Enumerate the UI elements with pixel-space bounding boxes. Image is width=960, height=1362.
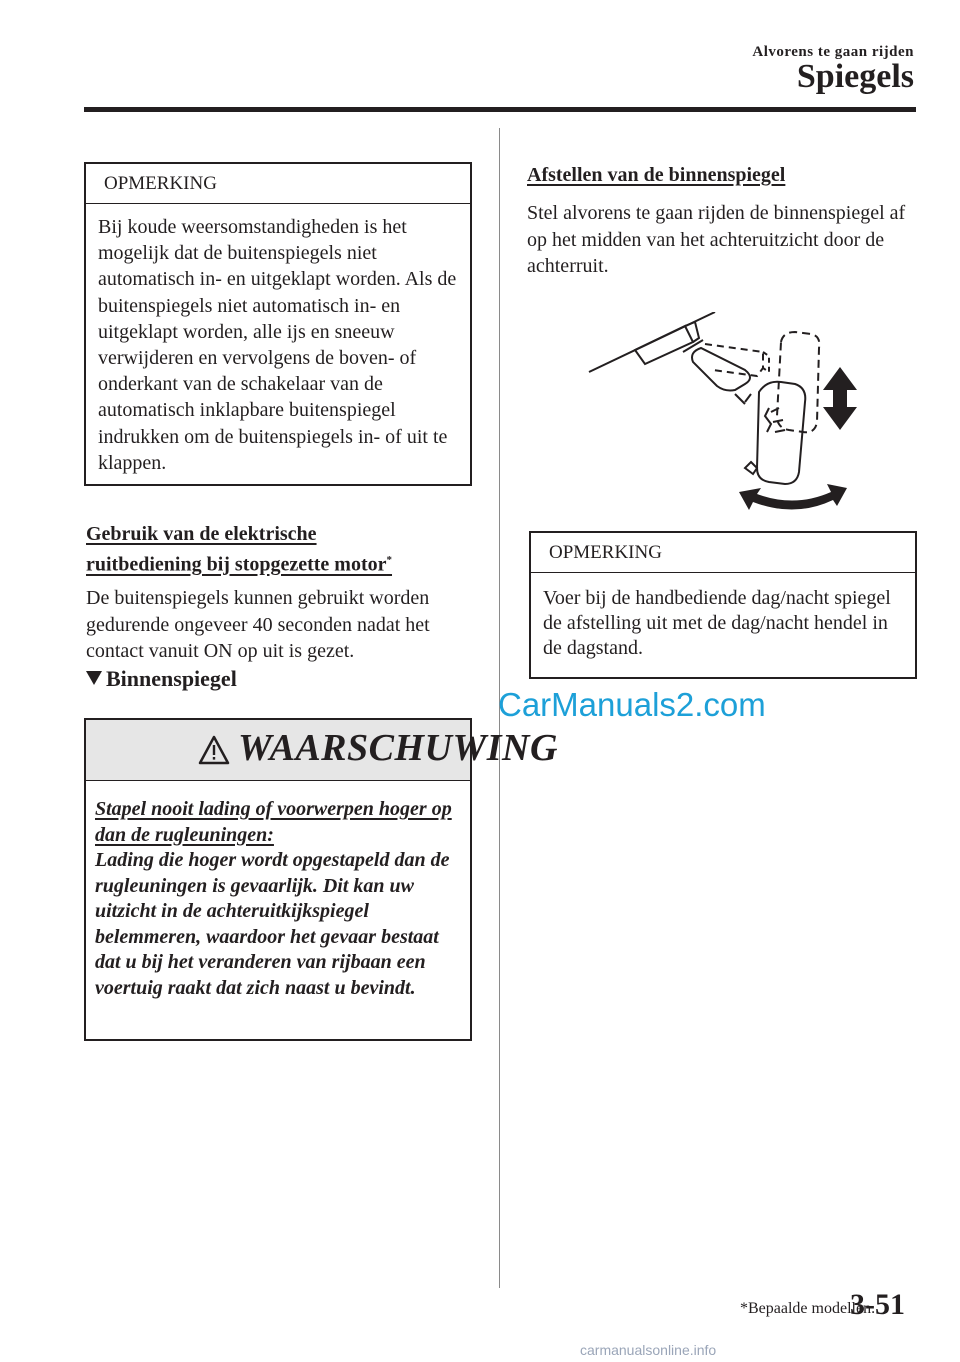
warning-underlined-text: Stapel nooit lading of voorwerpen hoger op dan de rugleuningen: [95, 798, 452, 846]
warning-text: Lading die hoger wordt opgestapeld dan de rugleuningen is gevaarlijk. Dit kan uw uitzicht in de achteruitkijkspiegel belemmeren, waardoor het gevaar bestaat dat u bij het veranderen van rijbaan een voertuig raakt dat zich naast u bevindt. [95, 849, 450, 999]
note-box-day-night [529, 531, 917, 679]
subsection-title: Binnenspiegel [106, 666, 237, 691]
electric-paragraph: De buitenspiegels kunnen gebruikt worden gedurende ongeveer 40 seconden nadat het contact vanuit ON op uit is gezet. [86, 587, 430, 662]
warning-box [84, 718, 558, 1041]
bottom-watermark: carmanualsonline.info [580, 1342, 717, 1358]
warning-body [86, 781, 470, 1001]
header-rule [84, 107, 916, 112]
down-triangle-icon [86, 671, 102, 685]
heading-line-2: ruitbediening bij stopgezette motor [86, 553, 387, 576]
page-title: Spiegels [796, 58, 914, 95]
inner-mirror-paragraph: Stel alvorens te gaan rijden de binnenspiegel af op het midden van het achteruitzicht door de achterruit. [527, 202, 906, 277]
heading-line-1: Gebruik van de elektrische [86, 523, 317, 545]
subsection-binnenspiegel [86, 666, 237, 692]
warning-header [86, 720, 558, 781]
note-text: Voer bij de handbediende dag/nacht spiegel de afstelling uit met de dag/nacht hendel in de dagstand. [543, 587, 891, 659]
section-heading-electric [86, 521, 392, 578]
warning-title: WAARSCHUWING [238, 727, 558, 769]
watermark: CarManuals2.com [498, 686, 766, 723]
section-heading-inner-mirror: Afstellen van de binnenspiegel [527, 164, 786, 186]
footnote-mark: * [386, 554, 393, 566]
rearview-mirror-illustration [585, 312, 865, 517]
warning-triangle-icon [198, 735, 230, 765]
note-heading: OPMERKING [531, 533, 915, 573]
note-text: Bij koude weersomstandigheden is het mogelijk dat de buitenspiegels niet automatisch in- en uitgeklapt worden. Als de buitenspiegels niet automatisch in- en uitgeklapt worden, alle ijs en sneeuw verwijderen en vervolgens de boven- of onderkant van de schakelaar van de automatisch inklapbare buitenspiegel indrukken om de buitenspiegels in- of uit te klappen. [98, 216, 457, 474]
note-heading: OPMERKING [86, 164, 470, 204]
section-title: Alvorens te gaan rijden [752, 44, 914, 60]
note-box-cold-weather [84, 162, 472, 486]
page-number: 3-51 [850, 1288, 905, 1321]
footnote: *Bepaalde modellen. [740, 1300, 876, 1317]
